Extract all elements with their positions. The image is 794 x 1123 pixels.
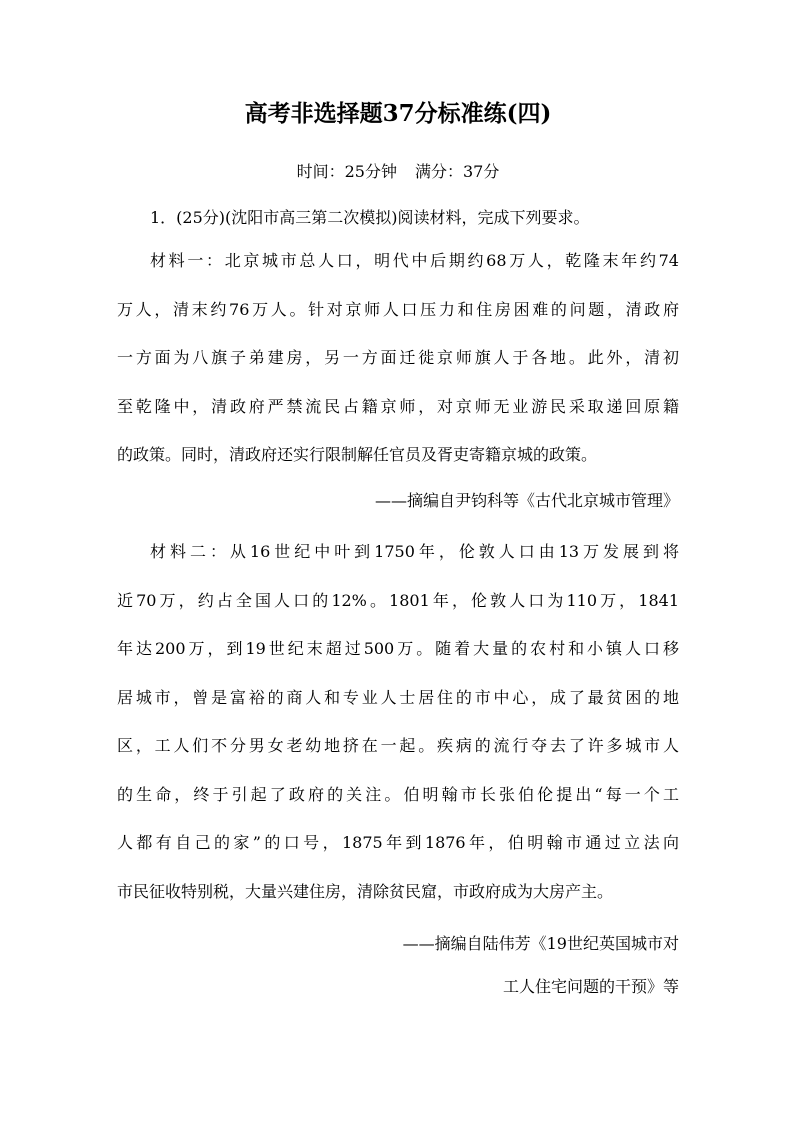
material-two-source: ——摘编自陆伟芳《19世纪英国城市对 bbox=[402, 934, 679, 953]
material-two-line: 市民征收特别税，大量兴建住房，清除贫民窟，市政府成为大房产主。 bbox=[117, 881, 614, 901]
material-one-line: 材料一：北京城市总人口，明代中后期约68万人，乾隆末年约74 bbox=[150, 251, 679, 270]
material-two-line: 区，工人们不分男女老幼地挤在一起。疾病的流行夺去了许多城市人 bbox=[117, 736, 679, 755]
material-one-line: 的政策。同时，清政府还实行限制解任官员及胥吏寄籍京城的政策。 bbox=[117, 445, 598, 464]
full-score: 满分：37分 bbox=[415, 162, 500, 181]
material-two-line: 居城市，曾是富裕的商人和专业人士居住的市中心，成了最贫困的地 bbox=[117, 687, 679, 707]
material-two-source-continued: 工人住宅问题的干预》等 bbox=[502, 977, 679, 996]
material-one bbox=[117, 237, 679, 480]
material-two-line: 人都有自己的家”的口号，1875年到1876年，伯明翰市通过立法向 bbox=[117, 833, 679, 852]
material-two bbox=[117, 528, 679, 916]
material-two-line: 近70万，约占全国人口的12%。1801年，伦敦人口为110万，1841 bbox=[117, 590, 679, 610]
material-two-line: 的生命，终于引起了政府的关注。伯明翰市长张伯伦提出“每一个工 bbox=[117, 784, 679, 804]
exam-info bbox=[117, 160, 679, 184]
page-title: 高考非选择题37分标准练(四) bbox=[244, 100, 552, 127]
material-one-line: 万人，清末约76万人。针对京师人口压力和住房困难的问题，清政府 bbox=[117, 299, 679, 319]
material-one-line: 一方面为八旗子弟建房，另一方面迁徙京师旗人于各地。此外，清初 bbox=[117, 348, 679, 367]
material-one-line: 至乾隆中，清政府严禁流民占籍京师，对京师无业游民采取递回原籍 bbox=[117, 396, 679, 416]
material-one-source: ——摘编自尹钧科等《古代北京城市管理》 bbox=[374, 491, 679, 510]
question-prompt: 1．(25分)(沈阳市高三第二次模拟)阅读材料，完成下列要求。 bbox=[150, 208, 590, 227]
material-two-line: 材料二：从16世纪中叶到1750年，伦敦人口由13万发展到将 bbox=[150, 542, 679, 561]
material-two-line: 年达200万，到19世纪末超过500万。随着大量的农村和小镇人口移 bbox=[117, 639, 679, 658]
time-limit: 时间：25分钟 bbox=[296, 162, 397, 181]
